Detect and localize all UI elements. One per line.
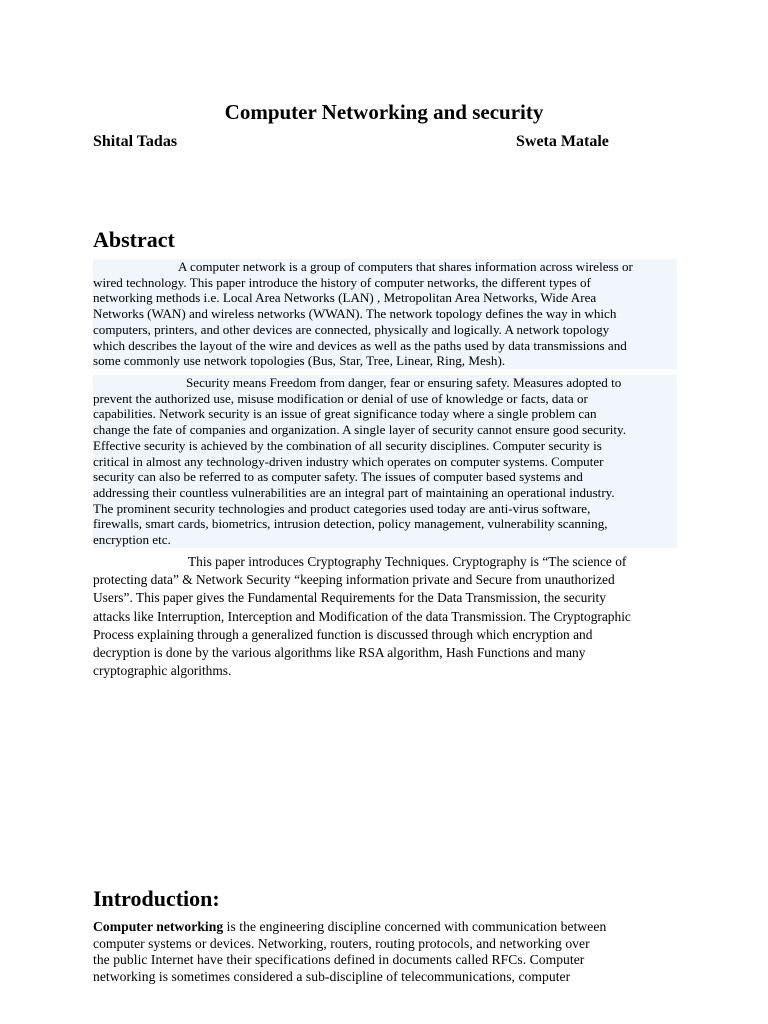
text-line: computers, printers, and other devices are connected, physically and logically. A network topology xyxy=(93,321,610,337)
paper-title: Computer Networking and security xyxy=(224,100,544,124)
text-line: protecting data” & Network Security “keeping information private and Secure from unauthorized xyxy=(93,572,615,588)
text-line: Users”. This paper gives the Fundamental Requirements for the Data Transmission, the security xyxy=(93,590,606,606)
text-line: Computer networking is the engineering discipline concerned with communication between xyxy=(93,919,607,934)
author-1: Shital Tadas xyxy=(93,133,178,150)
text-line: critical in almost any technology-driven industry which operates on computer systems. Computer xyxy=(93,453,604,469)
text-line: wired technology. This paper introduce the history of computer networks, the different types of xyxy=(93,274,591,290)
abstract-heading: Abstract xyxy=(93,227,175,252)
abstract-paragraph-3 xyxy=(93,553,677,680)
text-line: decryption is done by the various algorithms like RSA algorithm, Hash Functions and many xyxy=(93,645,586,661)
text-line: change the fate of companies and organization. A single layer of security cannot ensure good security. xyxy=(93,422,627,438)
text-line: encryption etc. xyxy=(93,532,171,548)
author-2: Sweta Matale xyxy=(516,133,609,150)
text-line: attacks like Interruption, Interception and Modification of the data Transmission. The Cryptographic xyxy=(93,608,631,624)
text-line: the public Internet have their specifications defined in documents called RFCs. Computer xyxy=(93,952,585,967)
text-line: A computer network is a group of computers that shares information across wireless or xyxy=(178,259,633,274)
text-line: The prominent security technologies and product categories used today are anti-virus software, xyxy=(93,500,591,516)
term-bold: Computer networking xyxy=(93,919,224,934)
text-line: networking is sometimes considered a sub-discipline of telecommunications, computer xyxy=(93,968,571,984)
abstract-paragraph-2 xyxy=(93,375,677,548)
text-line: which describes the layout of the wire and devices as well as the paths used by data transmissions and xyxy=(93,337,627,353)
text-line: Effective security is achieved by the combination of all security disciplines. Computer security is xyxy=(93,437,602,453)
text-line: Security means Freedom from danger, fear or ensuring safety. Measures adopted to xyxy=(186,375,622,390)
text-line: networking methods i.e. Local Area Networks (LAN) , Metropolitan Area Networks, Wide Area xyxy=(93,290,597,306)
text-line: cryptographic algorithms. xyxy=(93,663,232,679)
introduction-heading: Introduction: xyxy=(93,886,220,911)
text-line: prevent the authorized use, misuse modification or denial of use of knowledge or facts, data or xyxy=(93,390,588,406)
text-line: This paper introduces Cryptography Techniques. Cryptography is “The science of xyxy=(188,554,627,569)
introduction-paragraph xyxy=(93,919,677,985)
text-line: security can also be referred to as computer safety. The issues of computer based systems and xyxy=(93,469,583,485)
text-line: capabilities. Network security is an issue of great significance today where a single problem can xyxy=(93,406,597,422)
abstract-paragraph-1 xyxy=(93,259,677,369)
text-line: firewalls, smart cards, biometrics, intrusion detection, policy management, vulnerability scanning, xyxy=(93,516,608,532)
text-line: Networks (WAN) and wireless networks (WWAN). The network topology defines the way in which xyxy=(93,306,617,322)
text-line: computer systems or devices. Networking, routers, routing protocols, and networking over xyxy=(93,935,590,951)
text-line: some commonly use network topologies (Bus, Star, Tree, Linear, Ring, Mesh). xyxy=(93,353,506,369)
text-line: addressing their countless vulnerabilities are an integral part of maintaining an operational industry. xyxy=(93,484,615,500)
text-line: Process explaining through a generalized function is discussed through which encryption and xyxy=(93,626,593,642)
